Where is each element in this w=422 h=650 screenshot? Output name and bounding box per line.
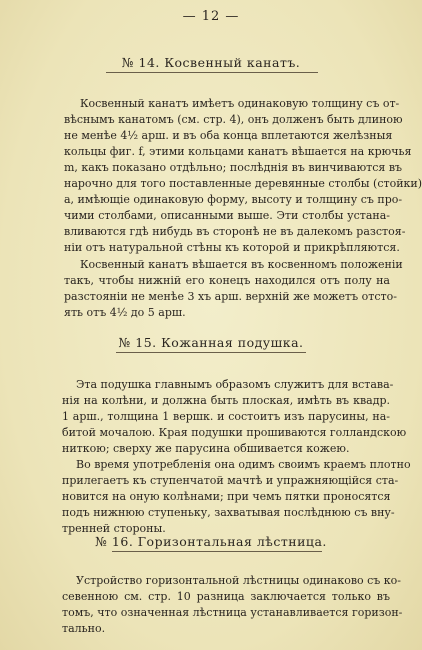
heading-text: № 15. Кожанная подушка. xyxy=(118,335,304,350)
text-line: Косвенный канатъ вѣшается въ косвенномъ положеніи xyxy=(80,258,403,271)
text-line: Эта подушка главнымъ образомъ служитъ для встава- xyxy=(76,378,394,391)
text-line: разстояніи не менѣе 3 хъ арш. верхній же можетъ отсто- xyxy=(64,290,397,303)
text-line: нія на колѣни, и должна быть плоская, имѣть въ квадр. xyxy=(62,394,390,407)
text-line: Косвенный канатъ имѣетъ одинаковую толщину съ от- xyxy=(80,97,400,110)
heading-underline xyxy=(106,72,318,73)
text-line: 1 арш., толщина 1 вершк. и состоитъ изъ парусины, на- xyxy=(62,410,390,423)
text-line: прилегаетъ къ ступенчатой мачтѣ и упражняющійся ста- xyxy=(62,474,399,487)
section-15-paragraph-1 xyxy=(62,377,407,457)
text-line: подъ нижнюю ступеньку, захватывая послѣднюю съ вну- xyxy=(62,506,395,519)
text-line: ніи отъ натуральной стѣны къ которой и прикрѣпляются. xyxy=(64,241,400,254)
text-line: нарочно для того поставленные деревянные столбы (стойки) xyxy=(64,177,422,190)
text-line: новится на оную колѣнами; при чемъ пятки проносятся xyxy=(62,490,391,503)
text-line: Устройство горизонтальной лѣстницы одинаково съ ко- xyxy=(76,574,402,587)
text-line: томъ, что означенная лѣстница устанавливается горизон- xyxy=(62,606,403,619)
section-15-paragraph-2 xyxy=(62,457,411,537)
section-heading-16 xyxy=(0,534,422,549)
text-line: не менѣе 4½ арш. и въ оба конца вплетаются желѣзныя xyxy=(64,129,393,142)
text-line: вливаются гдѣ нибудь въ сторонѣ не въ далекомъ разстоя- xyxy=(64,225,406,238)
heading-text: № 16. Горизонтальная лѣстница. xyxy=(95,534,327,549)
page-number: — 12 — xyxy=(182,9,240,24)
text-line: тренней стороны. xyxy=(62,522,166,535)
text-line: чими столбами, описанными выше. Эти столбы устана- xyxy=(64,209,390,222)
text-line: ять отъ 4½ до 5 арш. xyxy=(64,306,186,319)
section-14-paragraph-2 xyxy=(64,257,403,321)
text-line: вѣснымъ канатомъ (см. стр. 4), онъ долженъ быть длиною xyxy=(64,113,403,126)
section-14-paragraph-1 xyxy=(64,96,422,256)
section-heading-14 xyxy=(0,55,422,70)
text-line: кольцы фиг. f, этими кольцами канатъ вѣшается на крючья xyxy=(64,145,412,158)
heading-underline xyxy=(116,352,306,353)
heading-text: № 14. Косвенный канатъ. xyxy=(121,55,301,70)
text-line: ниткою; сверху же парусина обшивается кожею. xyxy=(62,442,350,455)
text-line: битой мочалою. Края подушки прошиваются голландскою xyxy=(62,426,407,439)
text-line: тально. xyxy=(62,622,106,635)
section-16-paragraph-1 xyxy=(62,573,403,637)
text-line: севенною см. стр. 10 разница заключается только въ xyxy=(62,590,390,603)
text-line: a, имѣющіе одинаковую форму, высоту и толщину съ про- xyxy=(64,193,403,206)
section-heading-15 xyxy=(0,335,422,350)
heading-underline xyxy=(112,551,322,552)
text-line: m, какъ показано отдѣльно; послѣднія въ винчиваются въ xyxy=(64,161,403,174)
text-line: Во время употребленія она одимъ своимъ краемъ плотно xyxy=(76,458,411,471)
text-line: такъ, чтобы нижній его конецъ находился отъ полу на xyxy=(64,274,390,287)
